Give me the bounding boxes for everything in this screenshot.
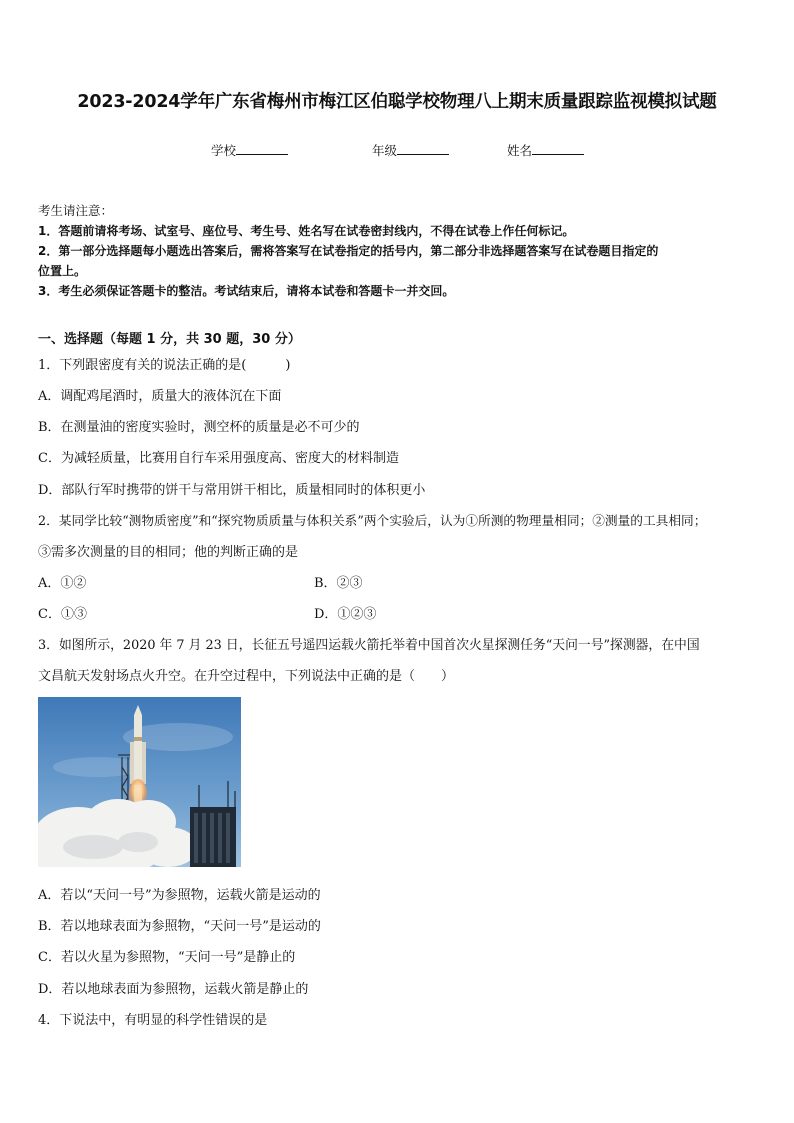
question-2-option-d: D．①②③ [314,607,377,622]
notice-heading: 考生请注意： [38,203,114,218]
grade-blank [397,141,449,155]
notice-item: 1．答题前请将考场、试室号、座位号、考生号、姓名写在试卷密封线内，不得在试卷上作任何标记。 [38,224,575,238]
notice-item: 3．考生必须保证答题卡的整洁。考试结束后，请将本试卷和答题卡一并交回。 [38,284,455,298]
question-3-option-a: A．若以“天问一号”为参照物，运载火箭是运动的 [38,888,321,903]
question-2-stem-line-1: 2．某同学比较“测物质密度”和“探究物质质量与体积关系”两个实验后，认为①所测的物理量相同；②测量的工具相同； [38,513,707,528]
question-2-stem-line-2: ③需多次测量的目的相同；他的判断正确的是 [38,545,299,560]
question-3-option-c: C．若以火星为参照物，“天问一号”是静止的 [38,950,296,965]
student-info-row [0,141,794,159]
notice-item: 位置上。 [38,264,87,278]
rocket-launch-photo [38,697,241,867]
question-1-option-d: D．部队行军时携带的饼干与常用饼干相比，质量相同时的体积更小 [38,483,426,498]
name-field [507,141,584,159]
name-label: 姓名 [507,143,533,158]
grade-label: 年级 [372,143,398,158]
question-3-option-b: B．若以地球表面为参照物，“天问一号”是运动的 [38,919,321,934]
grade-field [372,141,449,159]
question-1-option-c: C．为减轻质量，比赛用自行车采用强度高、密度大的材料制造 [38,451,399,466]
school-field [211,141,288,159]
question-2-option-b: B．②③ [314,576,363,591]
question-2-option-a: A．①② [38,576,87,591]
school-blank [236,141,288,155]
question-3-option-d: D．若以地球表面为参照物，运载火箭是静止的 [38,982,309,997]
section-title: 一、选择题（每题 1 分，共 30 题，30 分） [38,332,301,347]
question-1-option-b: B．在测量油的密度实验时，测空杯的质量是必不可少的 [38,420,360,435]
question-3-stem-line-1: 3．如图所示，2020 年 7 月 23 日，长征五号遥四运载火箭托举着中国首次火星探测任务“天问一号”探测器，在中国 [38,638,700,653]
page-title: 2023-2024学年广东省梅州市梅江区伯聪学校物理八上期末质量跟踪监视模拟试题 [77,92,717,112]
question-2-option-c: C．①③ [38,607,87,622]
question-1-option-a: A．调配鸡尾酒时，质量大的液体沉在下面 [38,389,282,404]
school-label: 学校 [211,143,237,158]
name-blank [532,141,584,155]
rocket-launch-illustration [38,697,241,867]
notice-item: 2．第一部分选择题每小题选出答案后，需将答案写在试卷指定的括号内，第二部分非选择题答案写在试卷题目指定的 [38,244,659,258]
question-4-stem: 4．下说法中，有明显的科学性错误的是 [38,1013,268,1028]
notice-block [38,201,758,301]
question-1-stem: 1．下列跟密度有关的说法正确的是( ) [38,358,291,373]
question-3-stem-line-2: 文昌航天发射场点火升空。在升空过程中，下列说法中正确的是（ ） [38,669,455,684]
